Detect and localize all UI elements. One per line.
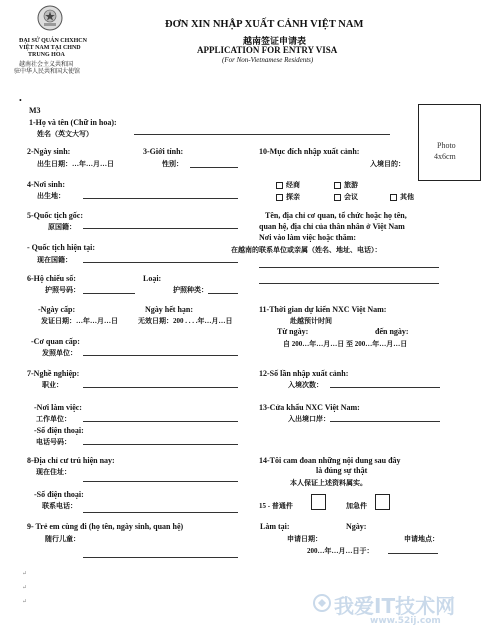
expiry-date-label: Ngày hết hạn: xyxy=(145,305,194,314)
field-1-line[interactable] xyxy=(134,134,390,135)
apply-place-line[interactable] xyxy=(388,553,438,554)
emblem-icon xyxy=(37,5,63,31)
field-4-cn: 出生地： xyxy=(37,192,65,200)
title-cn: 越南签证申请表 xyxy=(243,36,307,46)
purpose-option-business[interactable]: 经商 xyxy=(276,180,300,190)
field-3-cn: 性别： xyxy=(162,160,183,168)
watermark-text-2: www.52ij.com xyxy=(370,616,441,626)
field-7-cn: 职业： xyxy=(42,381,63,389)
field-5-cn: 原国籍： xyxy=(48,223,76,231)
workplace-label: -Nơi làm việc: xyxy=(34,403,82,412)
emblem-cn-2: 驻中华人民共和国大使馆 xyxy=(14,69,81,75)
field-11-label: 11-Thời gian dự kiến NXC Việt Nam: xyxy=(259,305,387,314)
field-9-cn: 随行儿童： xyxy=(45,535,80,543)
field-8-cn: 现在住址： xyxy=(36,468,71,476)
phone-2-label: -Số điện thoại: xyxy=(34,490,84,499)
field-7-line[interactable] xyxy=(83,387,238,388)
paragraph-mark: ↵ xyxy=(22,599,28,605)
issue-date-cn: 发证日期：…年…月…日 xyxy=(41,317,118,325)
apply-ymd-cn: 200…年…月…日于： xyxy=(307,547,374,555)
passport-type-line[interactable] xyxy=(208,293,238,294)
checkbox-icon xyxy=(334,194,341,201)
photo-label-2: 4x6cm xyxy=(434,152,456,161)
field-3-label: 3-Giới tính: xyxy=(143,147,184,156)
purpose-option-other[interactable]: 其他 xyxy=(390,192,414,202)
emblem-text-3: TRUNG HOA xyxy=(28,52,65,58)
field-5-label: 5-Quốc tịch gốc: xyxy=(27,211,83,220)
made-at-label: Làm tại: xyxy=(260,522,290,531)
watermark-text-1: 我爱IT技术网 xyxy=(334,594,456,618)
emblem-text-2: VIỆT NAM TẠI CHND xyxy=(19,45,81,51)
from-to-cn: 自 200…年…月…日 至 200…年…月…日 xyxy=(283,340,408,348)
field-15-urgent-label: 加急件 xyxy=(346,502,367,510)
emblem-cn-1: 越南社会主义共和国 xyxy=(19,62,74,68)
issue-date-label: -Ngày cấp: xyxy=(38,305,76,314)
field-8-label: 8-Địa chỉ cư trú hiện nay: xyxy=(27,456,115,465)
field-11-cn: 赴越预计时间 xyxy=(290,317,332,325)
field-7-label: 7-Nghề nghiệp: xyxy=(27,369,80,378)
field-14-label-1: 14-Tôi cam đoan những nội dung sau đây xyxy=(259,456,401,465)
org-line-2[interactable] xyxy=(259,283,439,284)
phone-2-cn: 联系电话： xyxy=(42,502,77,510)
phone-1-line[interactable] xyxy=(83,444,238,445)
photo-label-1: Photo xyxy=(437,141,456,150)
nationality-line[interactable] xyxy=(83,262,238,263)
field-4-line[interactable] xyxy=(83,198,238,199)
field-15-urgent-box[interactable] xyxy=(375,494,390,510)
phone-1-label: -Số điện thoại: xyxy=(34,426,84,435)
photo-box xyxy=(418,104,481,181)
field-4-label: 4-Nơi sinh: xyxy=(27,180,65,189)
field-12-line[interactable] xyxy=(330,387,440,388)
field-10-label: 10-Mục đích nhập xuất cảnh: xyxy=(259,147,360,156)
field-9-line[interactable] xyxy=(83,557,238,558)
agency-line[interactable] xyxy=(83,355,238,356)
nationality-label: - Quốc tịch hiện tại: xyxy=(27,243,95,252)
field-1-label: 1-Họ và tên (Chữ in hoa): xyxy=(29,118,117,127)
agency-label: -Cơ quan cấp: xyxy=(31,337,80,346)
field-6-cn: 护照号码： xyxy=(45,286,80,294)
workplace-cn: 工作单位： xyxy=(36,415,71,423)
phone-1-cn: 电话号码： xyxy=(36,438,71,446)
purpose-option-meeting[interactable]: 会议 xyxy=(334,192,358,202)
field-13-line[interactable] xyxy=(330,421,440,422)
subtitle: (For Non-Vietnamese Residents) xyxy=(222,56,314,64)
field-6-label: 6-Hộ chiếu số: xyxy=(27,274,76,283)
state-emblem xyxy=(37,5,63,31)
field-12-label: 12-Số lần nhập xuất cảnh: xyxy=(259,369,349,378)
org-label-1: Tên, địa chỉ cơ quan, tổ chức hoặc họ tên, xyxy=(265,211,407,220)
field-15-normal-box[interactable] xyxy=(311,494,326,510)
field-2-label: 2-Ngày sinh: xyxy=(27,147,71,156)
expiry-date-cn: 无效日期：200 . . . .年…月…日 xyxy=(138,317,233,325)
apply-date-cn: 申请日期： xyxy=(287,535,322,543)
date-label: Ngày: xyxy=(346,522,367,531)
purpose-option-tourism[interactable]: 旅游 xyxy=(334,180,358,190)
field-13-label: 13-Cửa khẩu NXC Việt Nam: xyxy=(259,403,360,412)
workplace-line[interactable] xyxy=(83,421,238,422)
agency-cn: 发照单位： xyxy=(42,349,77,357)
bullet: • xyxy=(19,96,22,105)
passport-type-label: Loại: xyxy=(143,274,162,283)
title-en: APPLICATION FOR ENTRY VISA xyxy=(197,45,338,55)
apply-place-cn: 申请地点： xyxy=(404,535,439,543)
form-code: M3 xyxy=(29,106,41,115)
title-vn: ĐƠN XIN NHẬP XUẤT CẢNH VIỆT NAM xyxy=(165,19,364,30)
field-2-cn: 出生日期：…年…月…日 xyxy=(37,160,114,168)
paragraph-mark: ↵ xyxy=(22,585,28,591)
field-8-line[interactable] xyxy=(83,481,238,482)
field-1-cn: 姓名（英文大写） xyxy=(37,130,93,138)
to-date-label: đến ngày: xyxy=(375,327,409,336)
emblem-text-1: ĐẠI SỨ QUÁN CHXHCN xyxy=(19,38,87,44)
from-date-label: Từ ngày: xyxy=(277,327,309,336)
field-12-cn: 入境次数： xyxy=(288,381,323,389)
field-3-line[interactable] xyxy=(190,167,238,168)
passport-type-cn: 护照种类： xyxy=(173,286,208,294)
field-9-label: 9- Trẻ em cùng đi (họ tên, ngày sinh, quan hệ) xyxy=(27,522,184,531)
field-14-cn: 本人保证上述资料属实。 xyxy=(290,479,367,487)
org-line-1[interactable] xyxy=(259,267,439,268)
org-cn: 在越南的联系单位或亲属（姓名、地址、电话）： xyxy=(231,246,382,254)
purpose-option-family[interactable]: 探亲 xyxy=(276,192,300,202)
checkbox-icon xyxy=(390,194,397,201)
field-6-line[interactable] xyxy=(83,293,135,294)
org-label-3: Nơi vào làm việc hoặc thăm: xyxy=(259,233,357,242)
org-label-2: quan hệ, địa chỉ của thân nhân ở Việt Nam xyxy=(259,222,405,231)
watermark-logo-icon xyxy=(312,593,332,613)
field-15-normal-label: 15 - 普通件 xyxy=(259,502,293,510)
phone-2-line[interactable] xyxy=(83,512,238,513)
field-5-line[interactable] xyxy=(83,228,238,229)
field-10-cn: 入境目的： xyxy=(370,160,405,168)
checkbox-icon xyxy=(276,194,283,201)
checkbox-icon xyxy=(334,182,341,189)
field-13-cn: 入出境口岸： xyxy=(288,415,330,423)
field-14-label-2: là đúng sự thật xyxy=(316,466,368,475)
checkbox-icon xyxy=(276,182,283,189)
paragraph-mark: ↵ xyxy=(22,571,28,577)
nationality-cn: 现在国籍： xyxy=(37,256,72,264)
